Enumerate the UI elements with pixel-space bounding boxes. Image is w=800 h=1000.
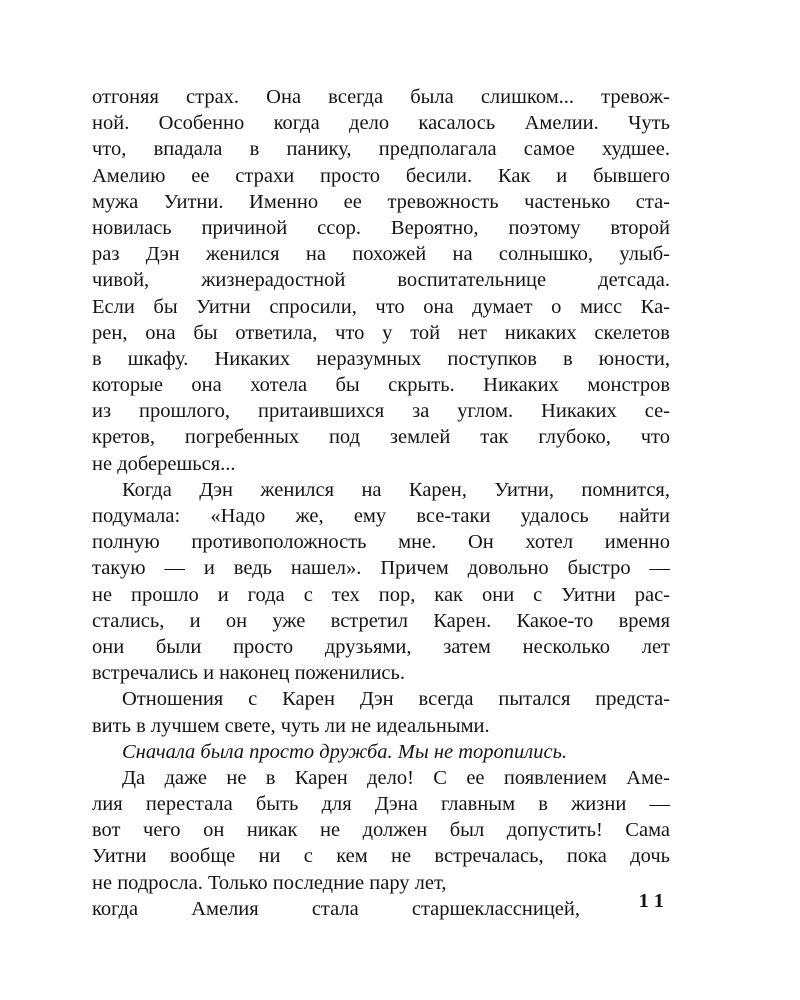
text-line: в шкафу. Никаких неразумных поступков в юности, [92, 347, 670, 370]
text-line: Когда Дэн женился на Карен, Уитни, помнится, [122, 478, 670, 501]
final-line-word: стала [311, 897, 359, 920]
text-line: полную противоположность мне. Он хотел именно [92, 531, 670, 554]
paragraph [92, 477, 670, 687]
paragraph [92, 765, 670, 896]
text-line: новилась причиной ссор. Вероятно, поэтому второй [92, 216, 670, 239]
final-line [92, 896, 580, 922]
text-line: что, впадала в панику, предполагала самое худшее. [92, 138, 670, 161]
text-line: подумала: «Надо же, ему все-таки удалось найти [92, 505, 670, 527]
text-line: ной. Особенно когда дело касалось Амелии. Чуть [92, 112, 670, 135]
paragraph [92, 84, 670, 477]
text-line: отгоняя страх. Она всегда была слишком... тревож- [92, 86, 670, 108]
text-line: лия перестала быть для Дэна главным в жизни — [92, 793, 670, 816]
text-line: не доберешься... [92, 452, 236, 475]
text-line: они были просто друзьями, затем несколько лет [92, 635, 670, 658]
text-line: не подросла. Только последние пару лет, [92, 871, 447, 894]
final-line-word: Амелия [191, 897, 259, 920]
text-line: чивой, жизнерадостной воспитательнице детсада. [92, 269, 670, 292]
text-line: не прошло и года с тех пор, как они с Уитни рас- [92, 583, 670, 606]
text-line: Да даже не в Карен дело! С ее появлением Аме- [122, 766, 670, 789]
text-line: встречались и наконец поженились. [92, 662, 405, 685]
text-line: Если бы Уитни спросили, что она думает о мисс Ка- [92, 295, 670, 318]
final-line-word: когда [92, 897, 139, 920]
text-line: мужа Уитни. Именно ее тревожность частенько ста- [92, 190, 670, 213]
paragraph [92, 739, 670, 765]
text-line: Уитни вообще ни с кем не встречалась, пока дочь [92, 845, 670, 868]
text-line: из прошлого, притаившихся за углом. Никаких се- [92, 400, 670, 423]
page-text [92, 84, 670, 896]
text-line: которые она хотела бы скрыть. Никаких монстров [92, 374, 670, 397]
final-line-word: старшеклассницей, [411, 897, 580, 920]
text-line: рен, она бы ответила, что у той нет никаких скелетов [92, 321, 670, 344]
text-line: Амелию ее страхи просто бесили. Как и бывшего [92, 164, 670, 187]
page-number: 11 [638, 889, 670, 912]
text-line: раз Дэн женился на похожей на солнышко, улыб- [92, 243, 670, 266]
book-page [92, 84, 670, 920]
text-line: Сначала была просто дружба. Мы не торопились. [122, 740, 568, 763]
text-line: стались, и он уже встретил Карен. Какое-то время [92, 609, 670, 632]
text-line: вить в лучшем свете, чуть ли не идеальными. [92, 714, 490, 737]
text-line: Отношения с Карен Дэн всегда пытался предста- [122, 688, 670, 711]
text-line: вот чего он никак не должен был допустить! Сама [92, 819, 670, 842]
text-line: кретов, погребенных под землей так глубоко, что [92, 426, 670, 449]
paragraph [92, 686, 670, 738]
text-line: такую — и ведь нашел». Причем довольно быстро — [92, 557, 670, 580]
